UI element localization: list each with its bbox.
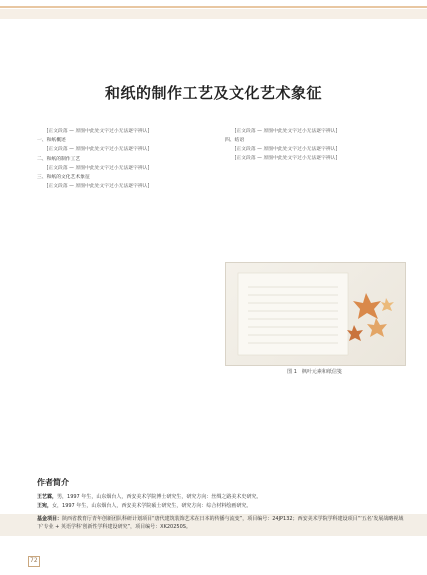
section-heading: 三、和纸的文化艺术象征: [37, 175, 90, 181]
paragraph: [正文段落 — 原图中此处文字过小无法逐字辨认]: [234, 147, 338, 153]
paragraph: [正文段落 — 原图中此处文字过小无法逐字辨认]: [46, 147, 150, 153]
authors-heading: 作者简介: [37, 478, 69, 487]
section-heading: 四、结语: [225, 138, 245, 144]
paragraph: [正文段落 — 原图中此处文字过小无法逐字辨认]: [46, 129, 150, 134]
author-name: 王宛，: [37, 503, 53, 509]
right-column: [225, 128, 404, 164]
fund-text: 陕西省教育厅青年创新团队科研计划项目“唐代建筑装饰艺术在日本的传播与流变”，项目编号：24JP132；西安美术学院学科建设项目“‘五名’发展战略视域下‘专业 + 英语学科’创新性学科建设研究”，项目编号：XK20250S。: [37, 516, 404, 530]
maple-leaf-paper-image: [225, 262, 406, 366]
section-heading: 二、和纸的制作工艺: [37, 156, 81, 162]
paragraph: [正文段落 — 原图中此处文字过小无法逐字辨认]: [46, 165, 150, 171]
left-column: [37, 128, 216, 192]
author-entry: [37, 502, 407, 511]
paragraph: [正文段落 — 原图中此处文字过小无法逐字辨认]: [234, 156, 338, 162]
paragraph: [正文段落 — 原图中此处文字过小无法逐字辨认]: [46, 184, 150, 190]
paragraph: [正文段落 — 原图中此处文字过小无法逐字辨认]: [234, 129, 338, 134]
figure-caption: 图 1 枫叶元素和纸信笺: [287, 369, 342, 375]
fund-label: 基金项目：: [37, 516, 63, 522]
author-bio: 女，1997 年生，山东烟台人，西安美术学院硕士研究生，研究方向：综合材料绘画研究。: [52, 503, 252, 509]
page-number: 72: [30, 557, 38, 564]
fund-statement: [37, 516, 407, 531]
header-band: [0, 9, 427, 19]
article-title: 和纸的制作工艺及文化艺术象征: [104, 84, 322, 102]
section-heading: 一、和纸概述: [37, 138, 66, 144]
header-rule: [0, 6, 427, 8]
author-entry: [37, 493, 407, 502]
author-bio: 男，1997 年生，山东烟台人，西安美术学院博士研究生，研究方向：丝绸之路美术史研究。: [57, 494, 262, 500]
author-name: 王艺霖，: [37, 494, 58, 500]
author-list: [37, 493, 407, 511]
